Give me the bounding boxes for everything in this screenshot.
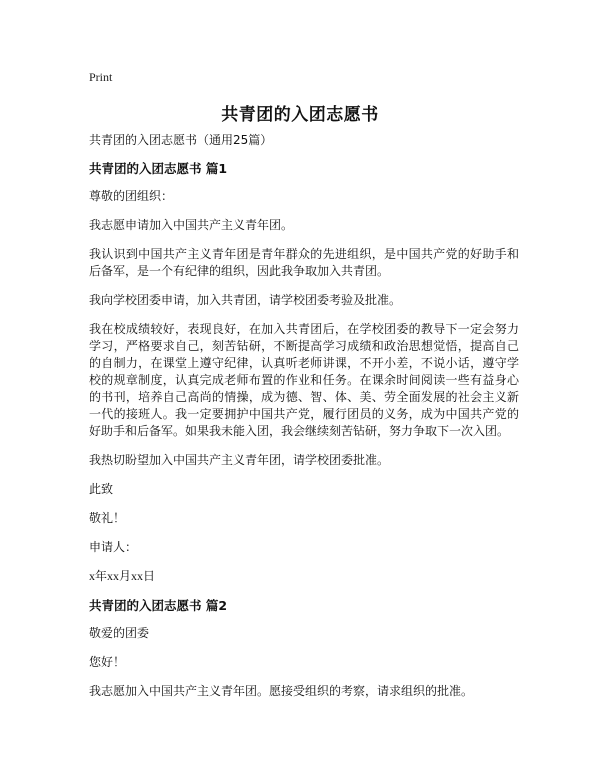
closing-line: 此致 xyxy=(89,482,114,496)
date-line: x年xx月xx日 xyxy=(89,569,156,583)
document-subtitle: 共青团的入团志愿书（通用25篇） xyxy=(89,133,273,147)
document-body xyxy=(89,132,519,712)
paragraph: 我认识到中国共产主义青年团是青年群众的先进组织，是中国共产党的好助手和后备军，是一个有纪律的组织，因此我争取加入共青团。 xyxy=(89,247,519,278)
paragraph: 我在校成绩较好，表现良好，在加入共青团后，在学校团委的教导下一定会努力学习，严格要求自己，刻苦钻研，不断提高学习成绩和政治思想觉悟，提高自己的自制力，在课堂上遵守纪律，认真听老师讲课，不开小差，不说小话，遵守学校的规章制度，认真完成老师布置的作业和任务。在课余时间阅读一些有益身心的书刊，培养自己高尚的情操，成为德、智、体、美、劳全面发展的社会主义新一代的接班人。我一定要拥护中国共产党，履行团员的义务，成为中国共产党的好助手和后备军。如果我未能入团，我会继续刻苦钻研，努力争取下一次入团。 xyxy=(89,322,519,438)
page-title: 共青团的入团志愿书 xyxy=(221,105,379,125)
paragraph: 我志愿申请加入中国共产主义青年团。 xyxy=(89,218,294,232)
greeting: 您好！ xyxy=(89,655,126,669)
section-heading-2: 共青团的入团志愿书 篇2 xyxy=(89,598,228,613)
salutation: 尊敬的团组织： xyxy=(89,189,174,203)
section-heading-1: 共青团的入团志愿书 篇1 xyxy=(89,161,228,176)
closing-line: 敬礼！ xyxy=(89,511,126,525)
print-label: Print xyxy=(89,70,113,84)
applicant-label: 申请人： xyxy=(89,540,138,554)
salutation: 敬爱的团委 xyxy=(89,626,150,640)
paragraph: 我热切盼望加入中国共产主义青年团，请学校团委批准。 xyxy=(89,453,390,467)
paragraph: 我向学校团委申请，加入共青团，请学校团委考验及批准。 xyxy=(89,293,402,307)
paragraph: 我志愿加入中国共产主义青年团。愿接受组织的考察，请求组织的批准。 xyxy=(89,684,474,698)
